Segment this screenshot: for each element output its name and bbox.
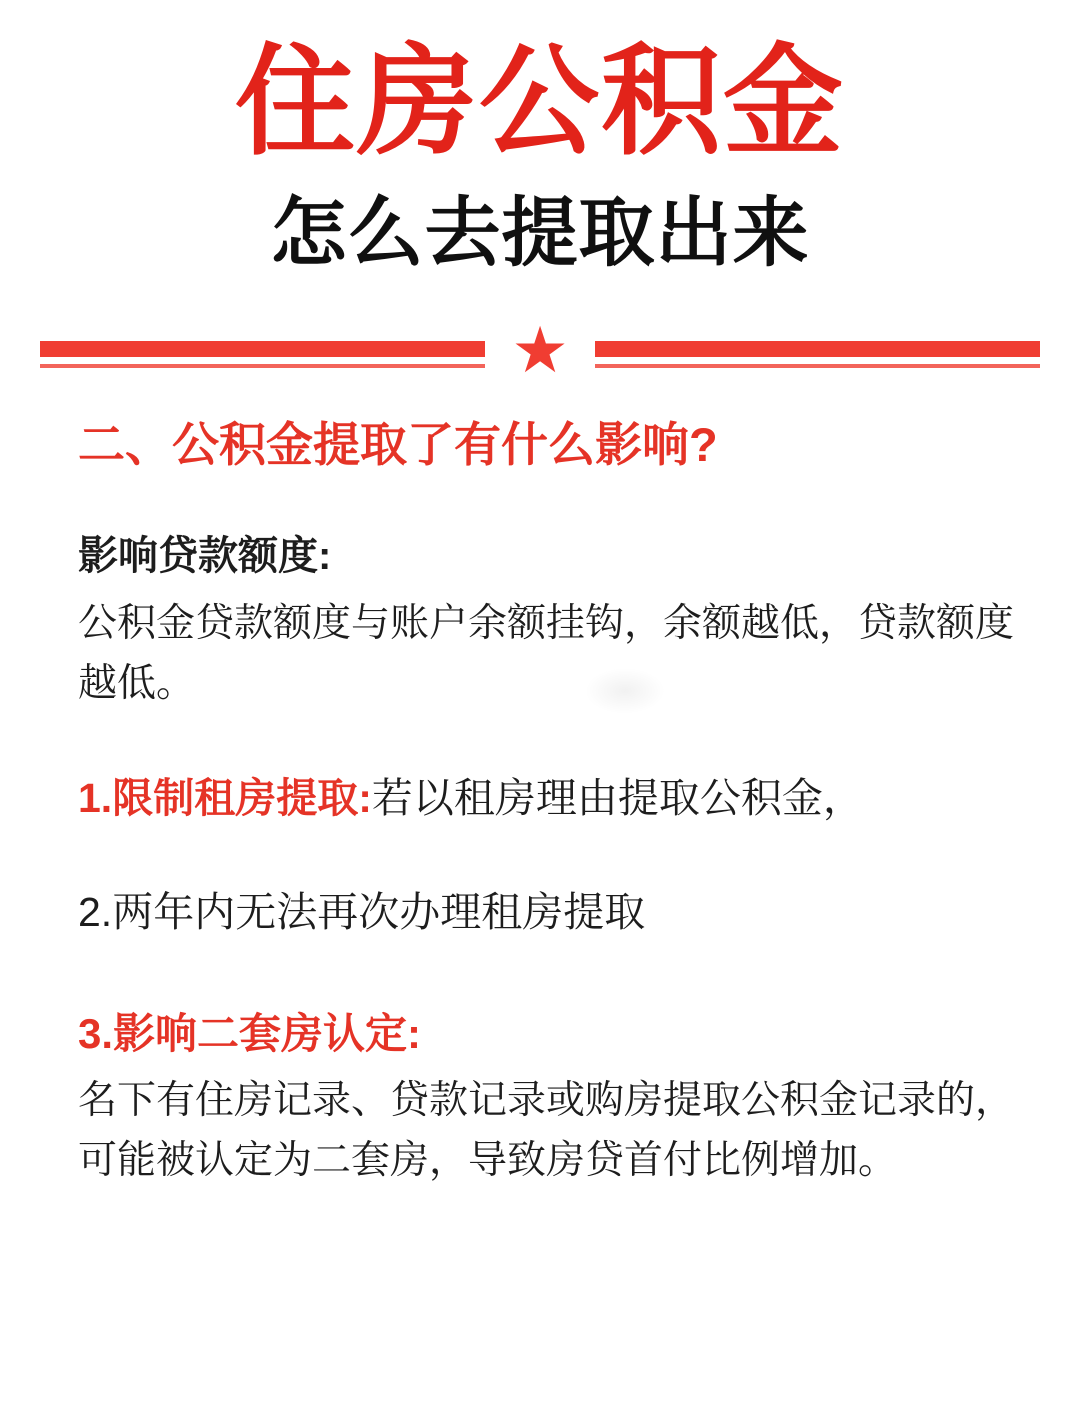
- section-heading: 二、公积金提取了有什么影响?: [78, 417, 718, 471]
- divider-thick-line: [595, 341, 1040, 357]
- rent-restriction-item: [78, 772, 1022, 824]
- loan-impact-label: 影响贷款额度:: [78, 533, 332, 578]
- star-icon: ★: [511, 313, 569, 386]
- divider-thin-line: [595, 364, 1040, 368]
- loan-impact-body: 公积金贷款额度与账户余额挂钩，余额越低，贷款额度越低。: [78, 602, 1015, 706]
- second-home-body: 名下有住房记录、贷款记录或购房提取公积金记录的，可能被认定为二套房，导致房贷首付比例增加。: [78, 1079, 1015, 1183]
- divider-thin-line: [40, 364, 485, 368]
- divider-thick-line: [40, 341, 485, 357]
- section-divider: [0, 313, 1080, 390]
- rent-two-year-item: 2.两年内无法再次办理租房提取: [78, 889, 646, 936]
- divider-line-right: [595, 341, 1040, 368]
- rent-restriction-body: 若以租房理由提取公积金，: [371, 775, 864, 822]
- divider-line-left: [40, 341, 485, 368]
- page-title: 住房公积金: [235, 36, 845, 169]
- second-home-label: 3.影响二套房认定:: [78, 1010, 422, 1058]
- rent-restriction-label: 1.限制租房提取:: [78, 775, 372, 822]
- page-subtitle: 怎么去提取出来: [270, 192, 810, 277]
